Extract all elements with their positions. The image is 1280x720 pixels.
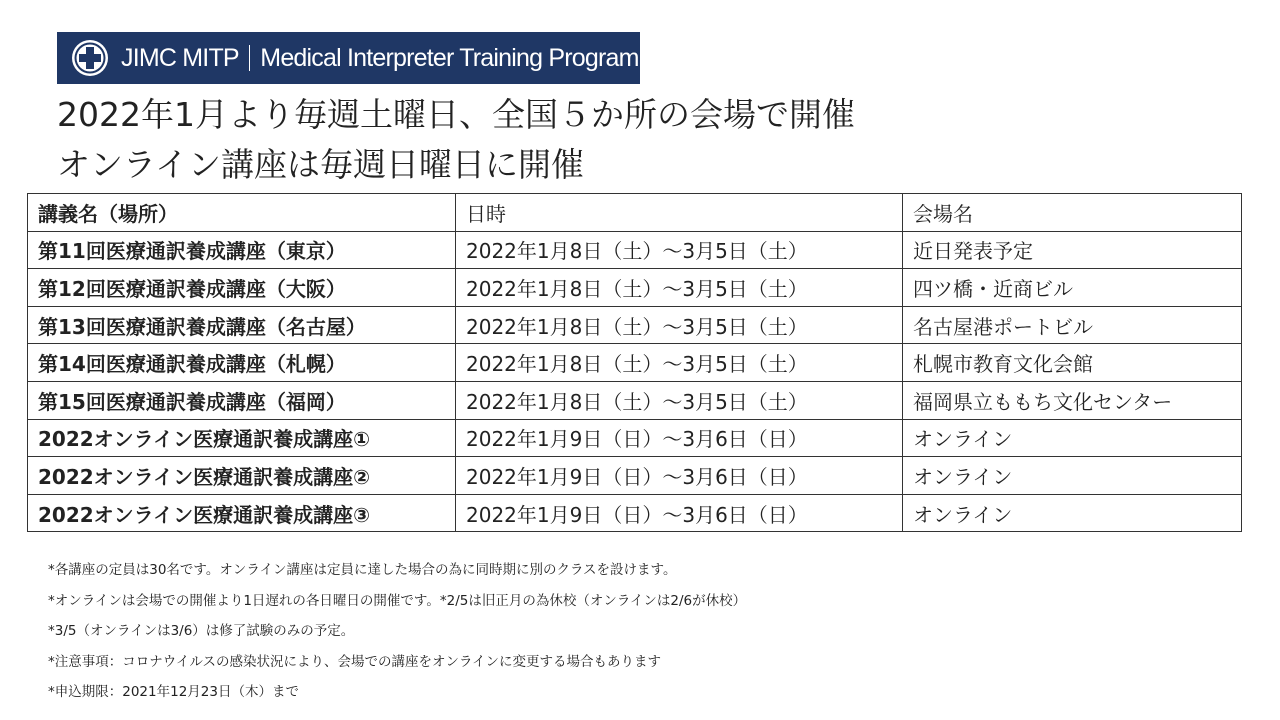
course-date: 2022年1月8日（土）～3月5日（土） [456, 269, 903, 307]
table-row [28, 419, 1242, 457]
banner-text [121, 44, 639, 73]
course-venue: 名古屋港ポートビル [903, 306, 1242, 344]
schedule-table [27, 193, 1242, 532]
note-caution: *注意事項：コロナウイルスの感染状況により、会場での講座をオンラインに変更する場合もあります [48, 653, 662, 670]
course-venue: 札幌市教育文化会館 [903, 344, 1242, 382]
note-capacity: *各講座の定員は30名です。オンライン講座は定員に達した場合の為に同時期に別のクラスを設けます。 [48, 562, 677, 578]
banner-brand: JIMC MITP [121, 43, 239, 72]
course-date: 2022年1月9日（日）～3月6日（日） [456, 457, 903, 495]
table-row [28, 381, 1242, 419]
course-date: 2022年1月9日（日）～3月6日（日） [456, 419, 903, 457]
header-name: 講義名（場所） [28, 194, 456, 232]
note-online-schedule: *オンラインは会場での開催より1日遅れの各日曜日の開催です。*2/5は旧正月の為休校（オンラインは2/6が休校） [48, 592, 747, 609]
header-venue: 会場名 [903, 194, 1242, 232]
headline-line-1: 2022年1月より毎週土曜日、全国５か所の会場で開催 [57, 95, 855, 134]
table-row [28, 306, 1242, 344]
banner-separator [249, 45, 251, 71]
course-name: 2022オンライン医療通訳養成講座② [28, 457, 456, 495]
note-final-exam: *3/5（オンラインは3/6）は修了試験のみの予定。 [48, 623, 355, 640]
course-venue: 近日発表予定 [903, 231, 1242, 269]
course-venue: 四ツ橋・近商ビル [903, 269, 1242, 307]
course-name: 第13回医療通訳養成講座（名古屋） [28, 306, 456, 344]
table-row [28, 269, 1242, 307]
course-name: 第12回医療通訳養成講座（大阪） [28, 269, 456, 307]
course-date: 2022年1月8日（土）～3月5日（土） [456, 344, 903, 382]
course-name: 2022オンライン医療通訳養成講座① [28, 419, 456, 457]
course-name: 2022オンライン医療通訳養成講座③ [28, 494, 456, 532]
headline-line-2: オンライン講座は毎週日曜日に開催 [57, 145, 585, 184]
header-date: 日時 [456, 194, 903, 232]
course-venue: オンライン [903, 494, 1242, 532]
table-row [28, 344, 1242, 382]
notes [48, 561, 746, 714]
medical-cross-icon [71, 39, 109, 77]
course-venue: オンライン [903, 419, 1242, 457]
course-date: 2022年1月8日（土）～3月5日（土） [456, 231, 903, 269]
table-header-row [28, 194, 1242, 232]
course-venue: 福岡県立ももち文化センター [903, 381, 1242, 419]
course-name: 第14回医療通訳養成講座（札幌） [28, 344, 456, 382]
course-name: 第11回医療通訳養成講座（東京） [28, 231, 456, 269]
course-venue: オンライン [903, 457, 1242, 495]
note-deadline: *申込期限：2021年12月23日（木）まで [48, 684, 299, 701]
table-row [28, 494, 1242, 532]
table-row [28, 231, 1242, 269]
course-name: 第15回医療通訳養成講座（福岡） [28, 381, 456, 419]
banner-program: Medical Interpreter Training Program [260, 43, 639, 72]
course-date: 2022年1月8日（土）～3月5日（土） [456, 306, 903, 344]
course-date: 2022年1月8日（土）～3月5日（土） [456, 381, 903, 419]
table-row [28, 457, 1242, 495]
program-banner [57, 32, 640, 84]
course-date: 2022年1月9日（日）～3月6日（日） [456, 494, 903, 532]
